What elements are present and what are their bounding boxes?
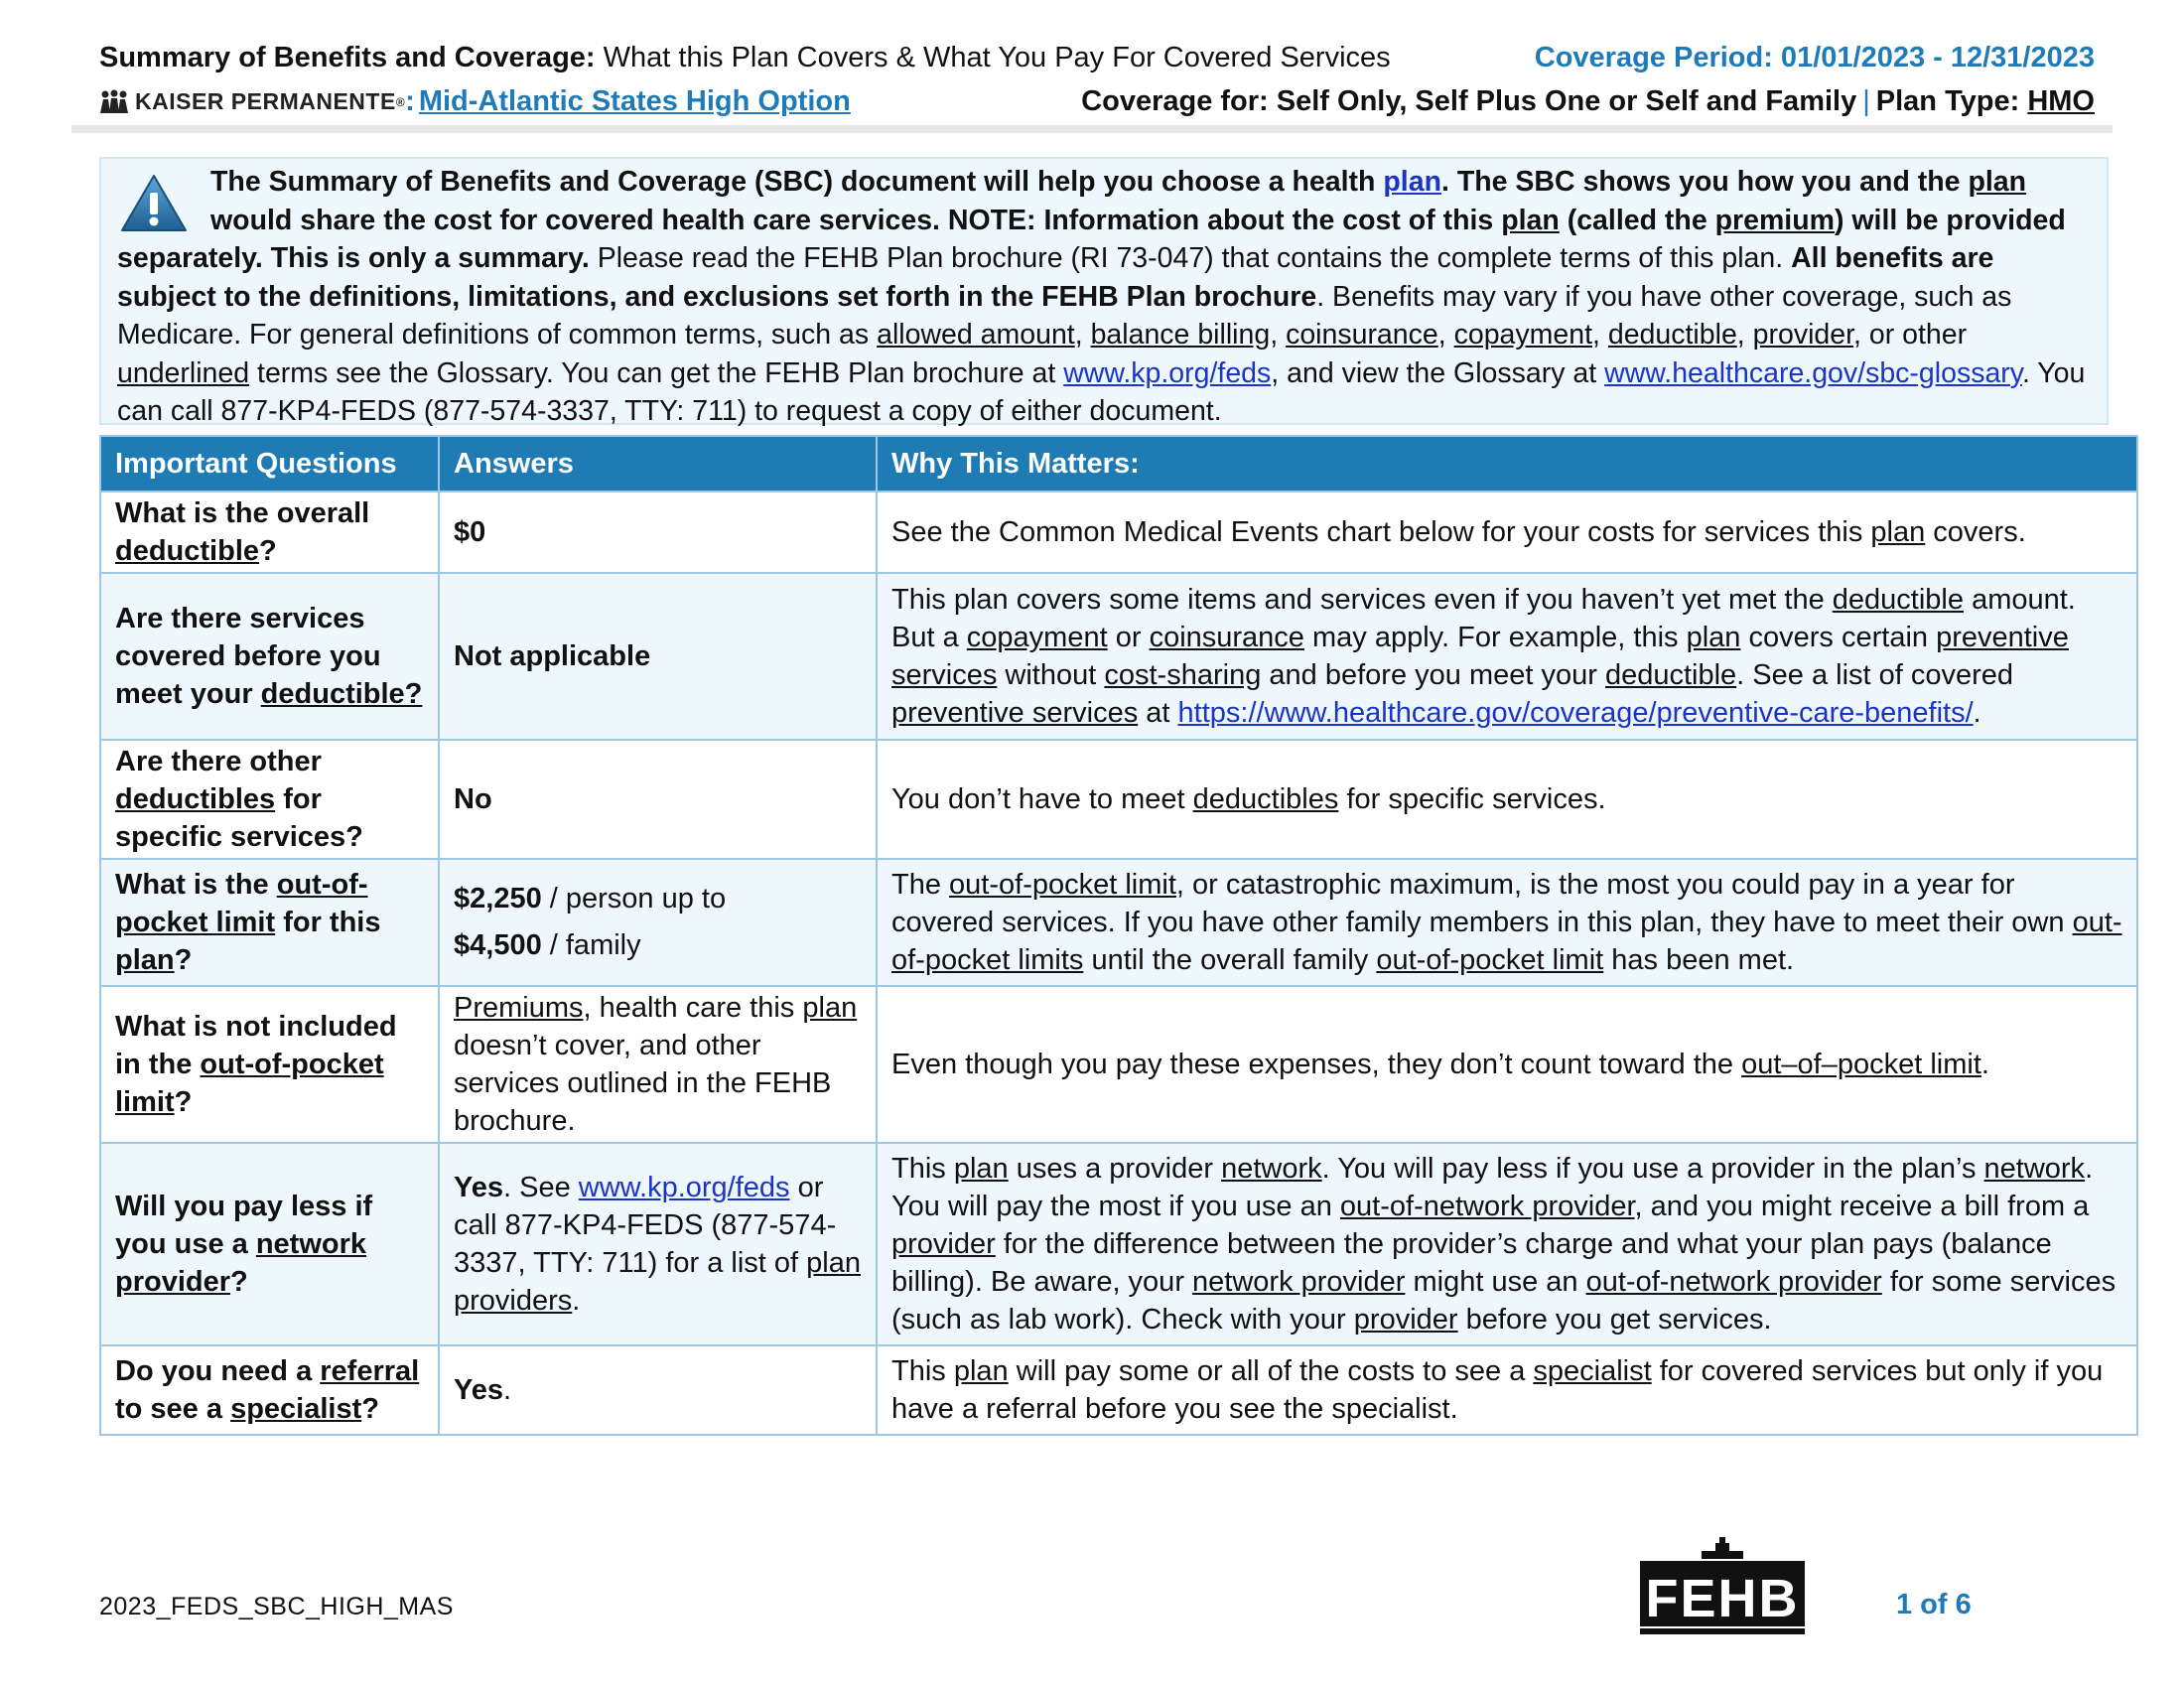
term-balance-billing: balance billing <box>1090 319 1271 351</box>
q-term: out-of-pocket limit <box>115 1049 384 1118</box>
a-term: plan <box>806 1247 861 1279</box>
q-text: for specific services? <box>115 783 363 853</box>
question-cell <box>100 859 439 986</box>
q-term: deductibles <box>115 783 276 815</box>
kaiser-logo-text: KAISER PERMANENTE <box>135 88 396 114</box>
fehb-logo-icon <box>1640 1537 1805 1636</box>
why-cell <box>877 1143 2137 1345</box>
a-text: , health care this <box>583 992 795 1024</box>
why-cell <box>877 740 2137 859</box>
coverage-for: Coverage for: Self Only, Self Plus One or Self and Family <box>1081 85 1857 117</box>
title-bold: Summary of Benefits and Coverage: <box>99 42 596 73</box>
why-cell <box>877 859 2137 986</box>
why-term: out-of-pocket limit <box>1376 944 1604 976</box>
intro-s1a: The Summary of Benefits and Coverage (SBC) document will help you choose a health <box>210 166 1376 198</box>
answer-cell: Not applicable <box>439 573 877 740</box>
intro-plan-term: plan <box>1968 166 2027 198</box>
why-term: plan <box>1870 516 1926 548</box>
fehb-logo-text: FEHB <box>1645 1569 1800 1628</box>
why-term: out-of-network provider <box>1585 1266 1882 1298</box>
q-text: Are there other <box>115 746 322 777</box>
why-text: before you get services. <box>1465 1304 1772 1336</box>
document-title <box>99 42 1391 74</box>
q-text: Will you pay less if you use a <box>115 1191 373 1260</box>
why-text: covers certain <box>1748 622 1929 653</box>
intro-s5: . Benefits may vary if you have other coverage, such as Medicare. For general definitions of common terms, such as <box>117 280 2012 351</box>
question-cell <box>100 986 439 1143</box>
answer-cell <box>439 859 877 986</box>
a-term: providers <box>454 1285 573 1317</box>
why-cell <box>877 1345 2137 1435</box>
term-coinsurance: coinsurance <box>1286 319 1438 351</box>
plan-name-link[interactable]: Mid-Atlantic States High Option <box>418 85 851 117</box>
why-text: , and you might receive a bill from a <box>1634 1191 2090 1222</box>
a-term: plan <box>802 992 858 1024</box>
document-id: 2023_FEDS_SBC_HIGH_MAS <box>99 1593 454 1620</box>
table-row <box>100 492 2137 573</box>
why-term: preventive services <box>891 697 1139 729</box>
intro-s1b: . The SBC shows you how you and the <box>1440 166 1961 198</box>
a-text: or call 877-KP4-FEDS (877-574-3337, TTY: 711) for a list of <box>454 1172 837 1279</box>
q-text: Are there services covered before you meet your <box>115 603 381 710</box>
q-text: What is the overall <box>115 497 370 529</box>
header-questions: Important Questions <box>100 436 439 492</box>
why-term: deductible <box>1604 659 1737 691</box>
coverage-for-line <box>1081 85 2095 118</box>
oop-individual: $2,250 <box>454 883 542 914</box>
question-cell <box>100 1143 439 1345</box>
why-text: will pay some or all of the costs to see a <box>1016 1355 1526 1387</box>
intro-plan-term-2: plan <box>1501 204 1560 236</box>
intro-s1d: (called the <box>1567 204 1707 236</box>
answer-cell: $0 <box>439 492 877 573</box>
a-text: . <box>572 1285 581 1317</box>
why-term: deductible <box>1832 584 1964 616</box>
why-text: . See a list of covered <box>1736 659 2014 691</box>
why-term: copayment <box>966 622 1108 653</box>
question-cell <box>100 492 439 573</box>
why-text: See the Common Medical Events chart below for your costs for services this <box>891 516 1863 548</box>
why-term: deductibles <box>1192 783 1339 815</box>
answer-cell: No <box>439 740 877 859</box>
why-text: and before you meet your <box>1269 659 1597 691</box>
kp-feds-link-2[interactable]: www.kp.org/feds <box>578 1172 790 1203</box>
why-term: out-of-pocket limits <box>891 907 2122 976</box>
why-text: for the difference between the provider’s charge and what your plan pays (balance billing). Be aware, your <box>891 1228 2052 1298</box>
q-term: deductible? <box>260 678 423 710</box>
why-term: preventive services <box>891 622 2069 691</box>
page-number: 1 of 6 <box>1896 1589 1972 1620</box>
plan-link[interactable]: plan <box>1383 166 1441 198</box>
q-text: to see a <box>115 1393 222 1425</box>
a-text: / family <box>549 929 641 961</box>
why-text: uses a provider <box>1016 1153 1214 1185</box>
why-text: Even though you pay these expenses, they don’t count toward the <box>891 1049 1734 1080</box>
intro-s4: All benefits are subject to the definitions, limitations, and exclusions set forth in the FEHB Plan brochure <box>117 242 1994 313</box>
q-term: plan <box>115 944 175 976</box>
why-term: out-of-pocket limit <box>949 869 1176 901</box>
header-why: Why This Matters: <box>877 436 2137 492</box>
why-text: covers. <box>1933 516 2026 548</box>
why-term: provider <box>891 1228 996 1260</box>
important-questions-table <box>99 435 2138 1436</box>
table-row <box>100 740 2137 859</box>
why-term: network <box>1983 1153 2086 1185</box>
why-text: This <box>891 1153 946 1185</box>
a-yes: Yes <box>454 1374 503 1406</box>
why-term: plan <box>1686 622 1741 653</box>
header-divider <box>71 125 2113 133</box>
why-text: until the overall family <box>1091 944 1369 976</box>
glossary-link[interactable]: www.healthcare.gov/sbc-glossary <box>1604 356 2022 389</box>
why-text: has been met. <box>1611 944 1795 976</box>
warning-icon <box>119 173 189 234</box>
why-text: may apply. For example, this <box>1312 622 1679 653</box>
intro-premium-term: premium <box>1714 204 1835 236</box>
intro-s6: , or other <box>1853 319 1968 351</box>
kp-feds-link[interactable]: www.kp.org/feds <box>1063 356 1272 389</box>
answer-cell <box>439 1345 877 1435</box>
q-term: referral <box>320 1355 420 1387</box>
term-copayment: copayment <box>1453 319 1593 351</box>
intro-s1c: would share the cost for covered health care services. NOTE: Information about the cost of this <box>210 204 1494 236</box>
kaiser-people-icon <box>99 89 129 115</box>
why-term: out–of–pocket limit <box>1741 1049 1981 1080</box>
term-deductible: deductible <box>1607 319 1737 351</box>
intro-summary-only: This is only a summary. <box>270 242 590 274</box>
table-row <box>100 1143 2137 1345</box>
why-text: . You will pay less if you use a provider in the plan’s <box>1321 1153 1977 1185</box>
why-term: specialist <box>1533 1355 1652 1387</box>
a-text: . See <box>503 1172 571 1203</box>
why-text: for covered services but only if you have a referral before you see the specialist. <box>891 1355 2104 1425</box>
why-term: network provider <box>1192 1266 1406 1298</box>
kaiser-logo <box>99 88 405 115</box>
table-header-row <box>100 436 2137 492</box>
why-cell <box>877 573 2137 740</box>
why-text: at <box>1146 697 1170 729</box>
why-text: amount. But a <box>891 584 2076 653</box>
q-term: out-of-pocket limit <box>115 869 368 938</box>
why-cell <box>877 986 2137 1143</box>
why-text: This <box>891 1355 946 1387</box>
plan-type-label: Plan Type: <box>1875 85 2020 117</box>
why-text: might use an <box>1413 1266 1578 1298</box>
q-text: ? <box>361 1393 379 1425</box>
answer-cell <box>439 1143 877 1345</box>
intro-s3: Please read the FEHB Plan brochure (RI 73-047) that contains the complete terms of this plan. <box>597 242 1784 274</box>
why-term: provider <box>1353 1304 1458 1336</box>
why-text: for some services (such as lab work). Check with your <box>891 1266 2116 1336</box>
q-text: ? <box>174 944 193 976</box>
why-term: out-of-network provider <box>1339 1191 1635 1222</box>
question-cell <box>100 573 439 740</box>
term-provider: provider <box>1752 319 1854 351</box>
kaiser-logo-reg: ® <box>395 94 406 109</box>
intro-s1e: ) will be provided separately. <box>117 204 2066 274</box>
intro-s9: . You can call 877-KP4-FEDS (877-574-3337, TTY: 711) to request a copy of either document. <box>117 356 2086 427</box>
why-text: , or catastrophic maximum, is the most you could pay in a year for covered services. If you have other family members in this plan, they have to meet their own <box>891 869 2065 938</box>
a-yes: Yes <box>454 1172 503 1203</box>
q-text: for this <box>283 907 381 938</box>
q-text: ? <box>230 1266 248 1298</box>
table-row <box>100 573 2137 740</box>
table-row <box>100 859 2137 986</box>
why-term: plan <box>953 1355 1009 1387</box>
why-term: network <box>1221 1153 1322 1185</box>
q-text: Do you need a <box>115 1355 313 1387</box>
a-term: Premiums <box>454 992 584 1024</box>
a-text: / person up to <box>549 883 727 914</box>
why-cell <box>877 492 2137 573</box>
why-text: without <box>1005 659 1097 691</box>
coverage-period: Coverage Period: 01/01/2023 - 12/31/2023 <box>1534 42 2095 73</box>
a-text: . <box>503 1374 512 1406</box>
why-term: coinsurance <box>1149 622 1304 653</box>
question-cell <box>100 1345 439 1435</box>
preventive-care-link[interactable]: https://www.healthcare.gov/coverage/preventive-care-benefits/ <box>1177 697 1974 729</box>
why-text: . <box>1980 1049 1989 1080</box>
q-text: ? <box>259 535 277 567</box>
table-row <box>100 986 2137 1143</box>
q-term: specialist <box>230 1393 362 1425</box>
intro-s7: terms see the Glossary. You can get the FEHB Plan brochure at <box>257 356 1056 389</box>
intro-s8: , and view the Glossary at <box>1271 356 1597 389</box>
header-answers: Answers <box>439 436 877 492</box>
plan-separator: : <box>405 85 415 117</box>
term-allowed-amount: allowed amount <box>877 319 1075 351</box>
why-text: . You will pay the most if you use an <box>891 1153 2094 1222</box>
oop-family: $4,500 <box>454 929 542 961</box>
title-rest: What this Plan Covers & What You Pay For Covered Services <box>603 42 1391 73</box>
table-row <box>100 1345 2137 1435</box>
q-text: ? <box>174 1086 193 1118</box>
why-text: This plan covers some items and services even if you haven’t yet met the <box>891 584 1825 616</box>
why-text: for specific services. <box>1346 783 1606 815</box>
q-text: What is the <box>115 869 269 901</box>
why-text: The <box>891 869 941 901</box>
answer-cell <box>439 986 877 1143</box>
term-underlined: underlined <box>117 356 250 389</box>
why-term: plan <box>953 1153 1009 1185</box>
plan-type-value: HMO <box>2027 85 2095 117</box>
plan-line <box>99 85 851 118</box>
q-term: provider <box>115 1266 231 1298</box>
why-text: or <box>1115 622 1142 653</box>
q-term: deductible <box>115 535 260 567</box>
question-cell <box>100 740 439 859</box>
why-term: cost-sharing <box>1104 659 1262 691</box>
why-text: . <box>1973 697 1981 729</box>
header-separator: | <box>1862 85 1870 117</box>
why-text: You don’t have to meet <box>891 783 1185 815</box>
intro-box: The Summary of Benefits and Coverage (SBC) document will help you choose a health plan. The SBC shows you how you and the plan would share the cost for covered health care services. NOTE: Information about the cost of this plan (called the premium) will be provided separately. This is only a summary. Please read the FEHB Plan brochure (RI 73-047) that contains the complete terms of this plan. All benefits are subject to the definitions, limitations, and exclusions set forth in the FEHB Plan brochure. Benefits may vary if you have other coverage, such as Medicare. For general definitions of common terms, such as allowed amount, balance billing, coinsurance, copayment, deductible, provider, or other underlined terms see the Glossary. You can get the FEHB Plan brochure at www.kp.org/feds, and view the Glossary at www.healthcare.gov/sbc-glossary. You can call 877-KP4-FEDS (877-574-3337, TTY: 711) to request a copy of either document. <box>99 157 2109 425</box>
a-text: doesn’t cover, and other services outlined in the FEHB brochure. <box>454 1030 832 1137</box>
q-term: network <box>255 1228 367 1260</box>
q-text: What is not included in the <box>115 1011 397 1080</box>
